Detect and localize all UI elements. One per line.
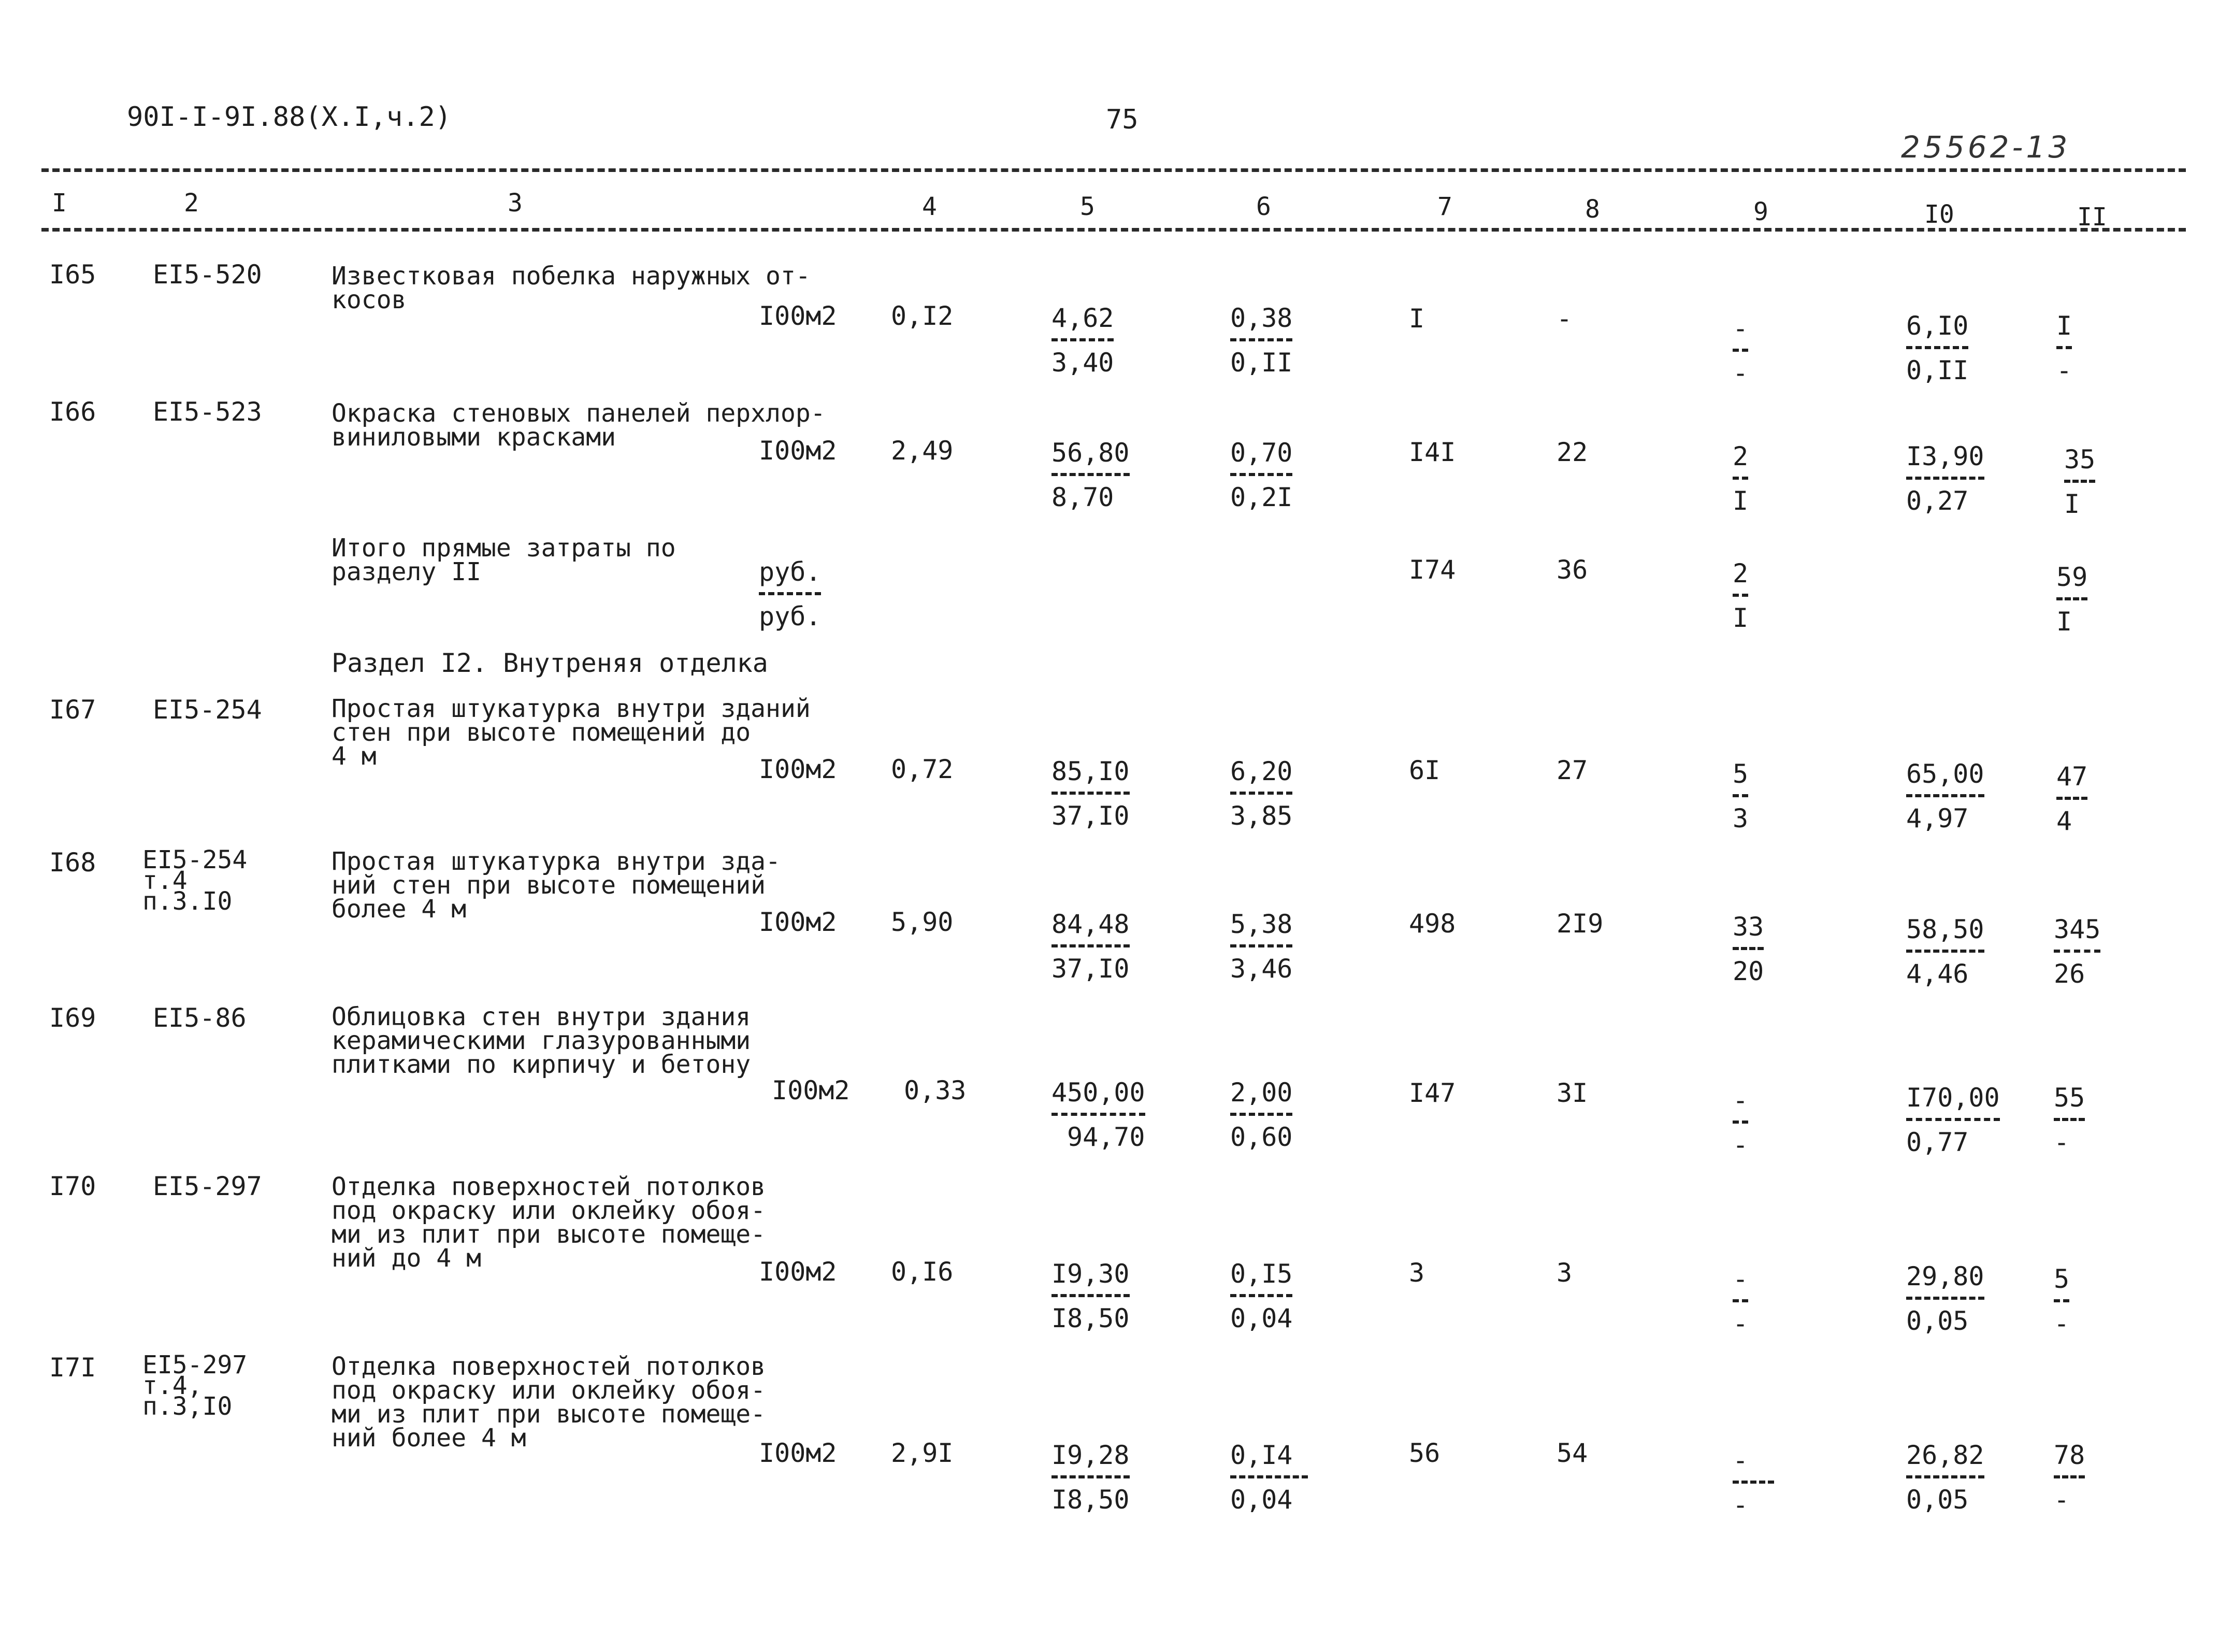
unit: I00м2 <box>759 1438 837 1468</box>
norm-code: EI5-297 <box>153 1171 262 1201</box>
col5-fraction: $\frac{450,00}{94,70}$ <box>1051 1078 1145 1152</box>
norm-code: EI5-86 <box>153 1003 247 1033</box>
col6-fraction: $\frac{0,70}{0,2I}$ <box>1230 438 1293 512</box>
col9-fraction: $\frac{33}{20}$ <box>1733 912 1764 986</box>
col7-value: 6I <box>1409 755 1440 785</box>
col8-value: 2I9 <box>1557 909 1604 939</box>
norm-code: EI5-254 <box>153 695 262 725</box>
row-number: I70 <box>49 1171 96 1201</box>
col-header-10: I0 <box>1924 200 1954 229</box>
col10-fraction: $\frac{65,00}{4,97}$ <box>1906 759 1984 834</box>
col10-fraction: $\frac{26,82}{0,05}$ <box>1906 1440 1984 1515</box>
document-code: 90I-I-9I.88(X.I,ч.2) <box>127 102 452 133</box>
unit: I00м2 <box>759 436 837 466</box>
header-bottom-rule <box>41 228 2186 232</box>
col11-fraction: I - <box>2056 311 2072 385</box>
col10-fraction: $\frac{I70,00}{0,77}$ <box>1906 1083 2000 1157</box>
quantity: 2,9I <box>891 1438 954 1468</box>
unit: I00м2 <box>759 1257 837 1287</box>
col9-fraction: $\frac{5}{3}$ <box>1733 759 1749 834</box>
col8-value: 27 <box>1557 755 1588 785</box>
col-header-1: I <box>52 189 67 218</box>
work-description: Облицовка стен внутри здания керамическими глазурованными плитками по кирпичу и бетону <box>332 1002 751 1079</box>
row-number: I7I <box>49 1353 96 1383</box>
work-description: Отделка поверхностей потолков под окраску или оклейку обоя- ми из плит при высоте помеще- ний до 4 м <box>332 1172 766 1273</box>
work-description: Отделка поверхностей потолков под окраску или оклейку обоя- ми из плит при высоте помеще- ний более 4 м <box>332 1352 766 1453</box>
col7-value: 3 <box>1409 1258 1425 1288</box>
unit: I00м2 <box>759 907 837 937</box>
col9-fraction: - - <box>1733 313 1749 388</box>
work-description: Окраска стеновых панелей перхлор- виниловыми красками <box>332 399 826 452</box>
col11-fraction: 78 - <box>2054 1440 2085 1515</box>
subtotal-col9: $\frac{2}{I}$ <box>1733 558 1749 633</box>
subtotal-col8: 36 <box>1557 555 1588 585</box>
col11-fraction: 5 - <box>2054 1264 2070 1339</box>
col9-fraction: - - <box>1733 1445 1774 1520</box>
row-number: I66 <box>49 397 96 427</box>
col5-fraction: $\frac{I9,30}{I8,50}$ <box>1051 1259 1130 1333</box>
norm-code: EI5-297 т.4, п.3,I0 <box>142 1351 248 1421</box>
col9-fraction: - - <box>1733 1264 1749 1339</box>
work-description: Простая штукатурка внутри зда- ний стен при высоте помещений более 4 м <box>332 847 781 924</box>
norm-code: EI5-254 т.4 п.3.I0 <box>142 845 248 916</box>
col10-fraction: $\frac{6,I0}{0,II}$ <box>1906 311 1969 385</box>
col5-fraction: $\frac{4,62}{3,40}$ <box>1051 303 1114 378</box>
col9-fraction: $\frac{2}{I}$ <box>1733 441 1749 516</box>
col-header-11: II <box>2077 203 2107 232</box>
row-number: I65 <box>49 260 96 290</box>
col-header-7: 7 <box>1437 192 1452 221</box>
col5-fraction: $\frac{85,I0}{37,I0}$ <box>1051 756 1130 831</box>
col6-fraction: $\frac{0,I4}{0,04}$ <box>1230 1440 1308 1515</box>
col8-value: 3 <box>1557 1258 1573 1288</box>
row-number: I69 <box>49 1003 96 1033</box>
col10-fraction: $\frac{I3,90}{0,27}$ <box>1906 441 1984 516</box>
subtotal-unit: руб. руб. <box>759 557 822 631</box>
col8-value: - <box>1557 304 1573 334</box>
section-title: Раздел I2. Внутреняя отделка <box>332 648 768 678</box>
col6-fraction: $\frac{2,00}{0,60}$ <box>1230 1078 1293 1152</box>
norm-code: EI5-520 <box>153 260 262 290</box>
col7-value: I <box>1409 304 1425 334</box>
quantity: 0,I6 <box>891 1257 954 1287</box>
subtotal-col11: $\frac{59}{I}$ <box>2056 562 2088 637</box>
unit: I00м2 <box>759 301 837 331</box>
col7-value: 56 <box>1409 1438 1440 1468</box>
col-header-5: 5 <box>1080 192 1095 221</box>
col7-value: 498 <box>1409 909 1456 939</box>
col6-fraction: $\frac{0,38}{0,II}$ <box>1230 303 1293 378</box>
work-description: Простая штукатурка внутри зданий стен при высоте помещений до 4 м <box>332 694 811 771</box>
subtotal-description: Итого прямые затраты по разделу II <box>332 534 676 586</box>
col10-fraction: $\frac{58,50}{4,46}$ <box>1906 914 1984 989</box>
quantity: 0,I2 <box>891 301 954 331</box>
col8-value: 3I <box>1557 1078 1588 1108</box>
col-header-6: 6 <box>1256 192 1271 221</box>
col-header-9: 9 <box>1753 197 1768 226</box>
quantity: 2,49 <box>891 436 954 466</box>
quantity: 0,72 <box>891 754 954 784</box>
col11-fraction: $\frac{47}{4}$ <box>2056 762 2088 836</box>
col5-fraction: $\frac{84,48}{37,I0}$ <box>1051 909 1130 984</box>
col-header-2: 2 <box>184 189 199 218</box>
row-number: I67 <box>49 695 96 725</box>
col6-fraction: $\frac{6,20}{3,85}$ <box>1230 756 1293 831</box>
col6-fraction: $\frac{0,I5}{0,04}$ <box>1230 1259 1293 1333</box>
col7-value: I47 <box>1409 1078 1456 1108</box>
col11-fraction: 55 - <box>2054 1083 2085 1157</box>
col10-fraction: $\frac{29,80}{0,05}$ <box>1906 1261 1984 1336</box>
col-header-4: 4 <box>922 192 937 221</box>
unit: I00м2 <box>759 754 837 784</box>
handwritten-inventory-number: 25562-13 <box>1901 130 2071 165</box>
col5-fraction: $\frac{I9,28}{I8,50}$ <box>1051 1440 1130 1515</box>
col9-fraction: - - <box>1733 1085 1749 1160</box>
page-number: 75 <box>1106 104 1139 135</box>
col-header-3: 3 <box>508 189 523 218</box>
col8-value: 54 <box>1557 1438 1588 1468</box>
row-number: I68 <box>49 847 96 878</box>
col11-fraction: $\frac{35}{I}$ <box>2064 444 2096 519</box>
work-description: Известковая побелка наружных от- косов <box>332 262 811 314</box>
col-header-8: 8 <box>1585 195 1600 224</box>
subtotal-col7: I74 <box>1409 555 1456 585</box>
col11-fraction: $\frac{345}{26}$ <box>2054 914 2101 989</box>
quantity: 0,33 <box>904 1075 967 1105</box>
col7-value: I4I <box>1409 437 1456 467</box>
col8-value: 22 <box>1557 437 1588 467</box>
unit: I00м2 <box>772 1075 850 1105</box>
norm-code: EI5-523 <box>153 397 262 427</box>
quantity: 5,90 <box>891 907 954 937</box>
col5-fraction: $\frac{56,80}{8,70}$ <box>1051 438 1130 512</box>
col6-fraction: $\frac{5,38}{3,46}$ <box>1230 909 1293 984</box>
header-top-rule <box>41 168 2186 172</box>
